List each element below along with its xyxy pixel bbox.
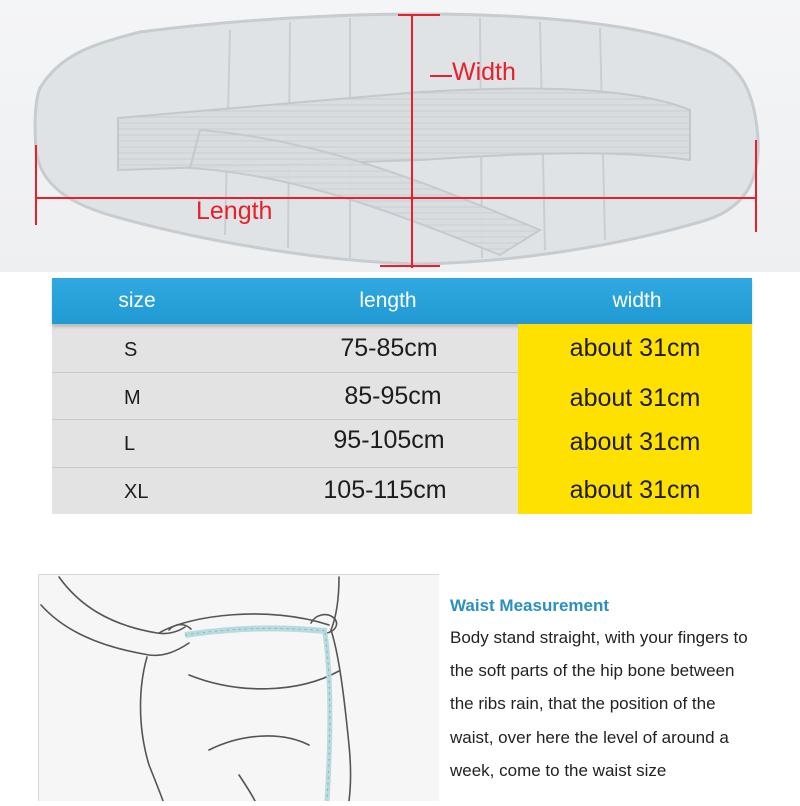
row-divider: [52, 419, 518, 420]
size-table: [52, 278, 752, 514]
row-xl-size: XL: [124, 481, 149, 503]
row-s-length: 75-85cm: [340, 334, 438, 362]
header-size: size: [118, 289, 156, 312]
guide-line: the ribs rain, that the position of the: [450, 694, 716, 713]
row-l-length: 95-105cm: [333, 426, 445, 454]
guide-line: waist, over here the level of around a: [450, 728, 729, 747]
row-s-width: about 31cm: [569, 334, 701, 362]
row-m-size: M: [124, 387, 141, 409]
belt-illustration: [0, 0, 800, 272]
row-m-length: 85-95cm: [344, 382, 442, 410]
row-l-width: about 31cm: [569, 428, 701, 456]
row-l-size: L: [124, 433, 136, 455]
body-outline-illustration: [39, 575, 439, 801]
waist-measurement-guide: [38, 574, 800, 800]
body-outline: [41, 577, 351, 801]
header-length: length: [359, 289, 417, 312]
belt-product-image: [0, 0, 800, 272]
row-xl-width: about 31cm: [569, 476, 701, 504]
header-width: width: [612, 289, 662, 312]
table-header: [52, 278, 752, 324]
guide-title: Waist Measurement: [450, 596, 610, 615]
guide-line: week, come to the waist size: [450, 761, 667, 780]
guide-line: the soft parts of the hip bone between: [450, 661, 735, 680]
waist-measurement-figure: [38, 574, 439, 801]
row-m-width: about 31cm: [569, 384, 701, 412]
row-divider: [52, 372, 518, 373]
guide-line: Body stand straight, with your fingers to: [450, 628, 748, 647]
row-s-size: S: [124, 339, 138, 361]
row-divider: [52, 467, 518, 468]
measuring-tape: [185, 628, 330, 801]
length-label: Length: [196, 197, 273, 225]
row-xl-length: 105-115cm: [323, 476, 447, 504]
width-label: Width: [452, 58, 516, 86]
